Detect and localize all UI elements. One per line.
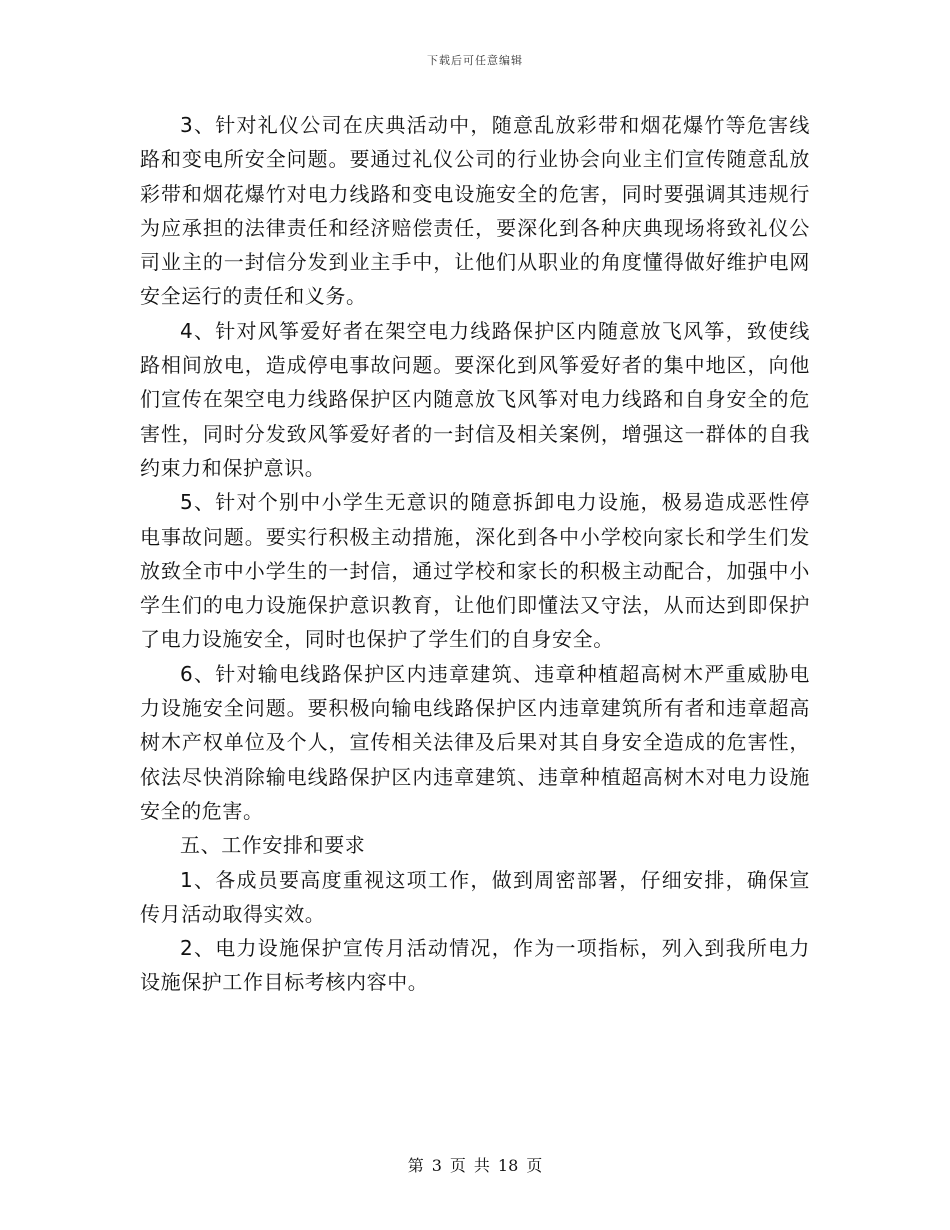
page-header: 下载后可任意编辑 (427, 54, 523, 67)
paragraph-item-4: 4、针对风筝爱好者在架空电力线路保护区内随意放飞风筝，致使线路相间放电，造成停电事故问题。要深化到风筝爱好者的集中地区，向他们宣传在架空电力线路保护区内随意放飞风筝对电力线路和自身安全的危害性，同时分发致风筝爱好者的一封信及相关案例，增强这一群体的自我约束力和保护意识。 (140, 318, 810, 480)
page-label-mid: 页 (449, 1156, 466, 1175)
section-heading-five: 五、工作安排和要求 (180, 833, 366, 858)
total-label: 共 (473, 1156, 490, 1175)
current-page-number: 3 (431, 1156, 442, 1175)
document-body (140, 108, 810, 1000)
paragraph-item-5: 5、针对个别中小学生无意识的随意拆卸电力设施，极易造成恶性停电事故问题。要实行积极主动措施，深化到各中小学校向家长和学生们发放致全市中小学生的一封信，通过学校和家长的积极主动配合，加强中小学生们的电力设施保护意识教育，让他们即懂法又守法，从而达到即保护了电力设施安全，同时也保护了学生们的自身安全。 (140, 490, 810, 652)
paragraph-requirement-1: 1、各成员要高度重视这项工作，做到周密部署，仔细安排，确保宣传月活动取得实效。 (140, 867, 810, 926)
page-footer (0, 1153, 950, 1176)
paragraph-requirement-2: 2、电力设施保护宣传月活动情况，作为一项指标，列入到我所电力设施保护工作目标考核内容中。 (140, 936, 810, 995)
page-label-suffix: 页 (526, 1156, 543, 1175)
total-pages-number: 18 (497, 1156, 519, 1175)
paragraph-item-6: 6、针对输电线路保护区内违章建筑、违章种植超高树木严重威胁电力设施安全问题。要积极向输电线路保护区内违章建筑所有者和违章超高树木产权单位及个人，宣传相关法律及后果对其自身安全造成的危害性，依法尽快消除输电线路保护区内违章建筑、违章种植超高树木对电力设施安全的危害。 (140, 661, 810, 823)
paragraph-item-3: 3、针对礼仪公司在庆典活动中，随意乱放彩带和烟花爆竹等危害线路和变电所安全问题。要通过礼仪公司的行业协会向业主们宣传随意乱放彩带和烟花爆竹对电力线路和变电设施安全的危害，同时要强调其违规行为应承担的法律责任和经济赔偿责任，要深化到各种庆典现场将致礼仪公司业主的一封信分发到业主手中，让他们从职业的角度懂得做好维护电网安全运行的责任和义务。 (140, 113, 810, 309)
page-label-prefix: 第 (407, 1156, 424, 1175)
